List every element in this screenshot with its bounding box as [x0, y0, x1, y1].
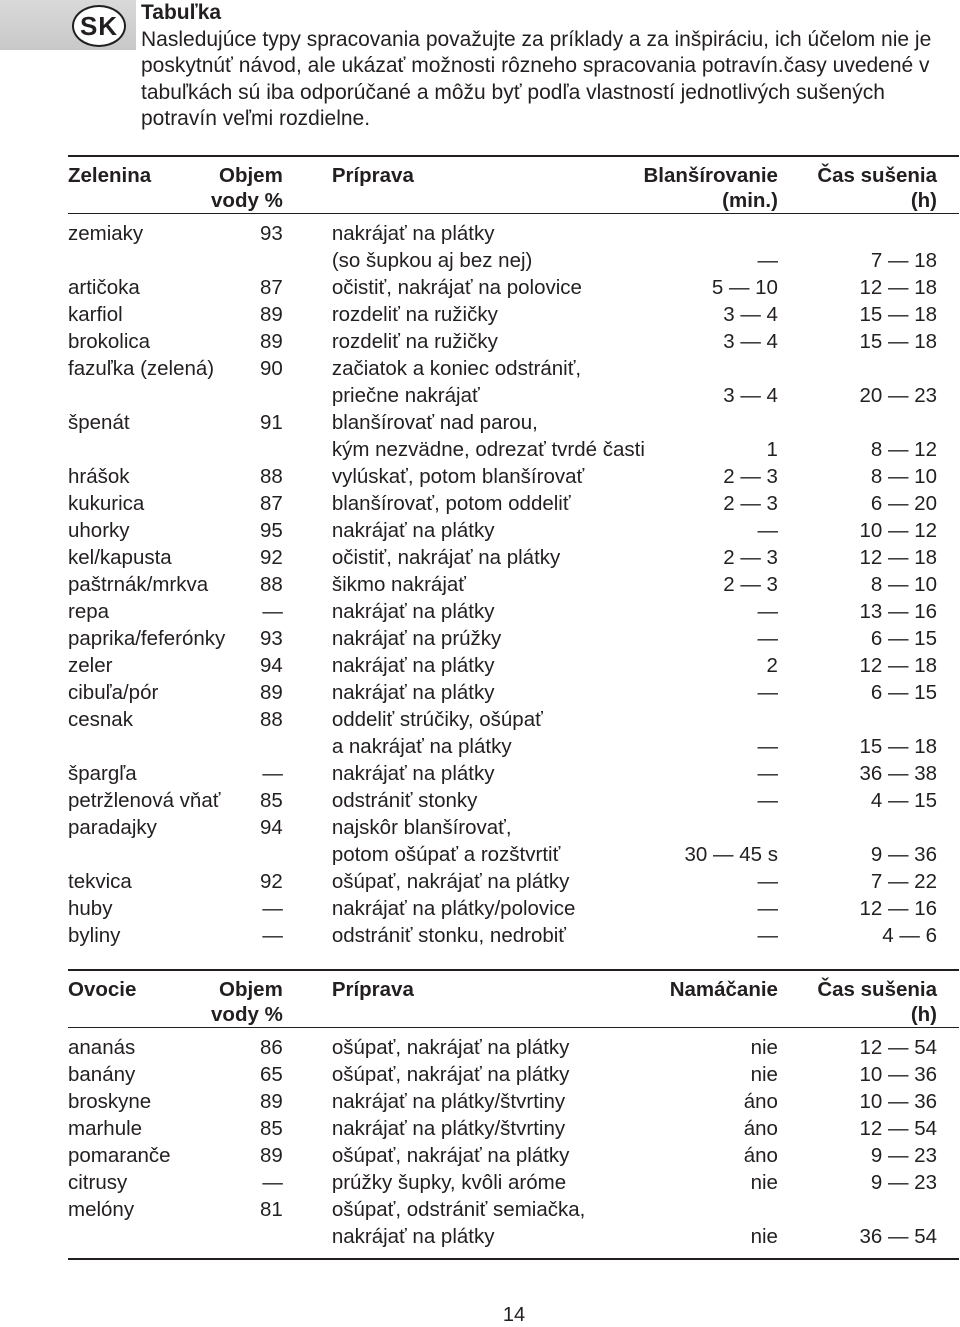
- item-name: artičoka: [68, 276, 140, 299]
- water-content: 89: [260, 1090, 283, 1113]
- preparation: [283, 301, 621, 328]
- header-fruit: Ovocie: [68, 970, 195, 1028]
- item-name: kel/kapusta: [68, 546, 172, 569]
- preparation: [283, 1196, 621, 1258]
- preparation-line: ošúpať, nakrájať na plátky: [331, 870, 570, 893]
- blanching-time: 3 — 4: [723, 303, 778, 326]
- preparation: [283, 787, 621, 814]
- preparation: [283, 463, 621, 490]
- preparation: [283, 868, 621, 895]
- preparation-line: priečne nakrájať: [331, 384, 480, 407]
- water-content: 87: [260, 276, 283, 299]
- water-content: 81: [260, 1198, 283, 1221]
- preparation-line: odstrániť stonku, nedrobiť: [331, 924, 566, 947]
- preparation-line: nakrájať na plátky: [331, 762, 495, 785]
- item-name: špenát: [68, 411, 130, 434]
- header-preparation: Príprava: [283, 156, 621, 214]
- drying-time: 9 — 23: [870, 1144, 937, 1167]
- preparation-line: prúžky šupky, kvôli aróme: [331, 1171, 567, 1194]
- water-content: 88: [260, 708, 283, 731]
- preparation: [283, 895, 621, 922]
- preparation: [283, 214, 621, 275]
- vegetable-row: [68, 787, 959, 814]
- drying-time: 15 — 18: [859, 330, 937, 353]
- header-soaking: Namáčanie: [620, 970, 780, 1028]
- preparation-line: najskôr blanšírovať,: [331, 816, 512, 839]
- preparation-line: začiatok a koniec odstrániť,: [331, 357, 582, 380]
- fruit-row: [68, 1196, 959, 1258]
- preparation: [283, 1142, 621, 1169]
- drying-time: 13 — 16: [859, 600, 937, 623]
- drying-time: 20 — 23: [859, 384, 937, 407]
- water-content: 92: [260, 870, 283, 893]
- drying-time: 4 — 6: [882, 924, 937, 947]
- fruit-row: [68, 1115, 959, 1142]
- drying-time: 12 — 18: [859, 546, 937, 569]
- vegetable-row: [68, 706, 959, 760]
- preparation: [283, 571, 621, 598]
- blanching-time: 30 — 45 s: [684, 843, 778, 866]
- item-name: petržlenová vňať: [68, 789, 221, 812]
- preparation: [283, 922, 621, 957]
- vegetable-row: [68, 544, 959, 571]
- preparation: [283, 814, 621, 868]
- language-badge: SK: [72, 5, 126, 47]
- preparation-line: blanšírovať nad parou,: [331, 411, 538, 434]
- item-name: broskyne: [68, 1090, 152, 1113]
- preparation-line: nakrájať na plátky: [331, 654, 495, 677]
- water-content: —: [262, 1171, 283, 1194]
- blanching-time: 2 — 3: [723, 573, 778, 596]
- item-name: huby: [68, 897, 113, 920]
- item-name: paradajky: [68, 816, 157, 839]
- soaking: áno: [743, 1144, 778, 1167]
- preparation: [283, 355, 621, 409]
- drying-time: 10 — 12: [859, 519, 937, 542]
- drying-time: 4 — 15: [870, 789, 937, 812]
- fruit-row: [68, 1088, 959, 1115]
- blanching-time: —: [757, 681, 778, 704]
- section-title: Tabuľka: [141, 1, 222, 24]
- vegetable-row: [68, 463, 959, 490]
- fruit-row: [68, 1028, 959, 1062]
- vegetable-table: [68, 155, 959, 957]
- water-content: 89: [260, 303, 283, 326]
- vegetable-row: [68, 214, 959, 275]
- water-content: —: [262, 600, 283, 623]
- item-name: repa: [68, 600, 110, 623]
- preparation-line: kým nezvädne, odrezať tvrdé časti: [331, 438, 645, 461]
- vegetable-row: [68, 868, 959, 895]
- vegetable-row: [68, 625, 959, 652]
- water-content: 94: [260, 654, 283, 677]
- drying-time: 7 — 22: [870, 870, 937, 893]
- preparation: [283, 1169, 621, 1196]
- item-name: ananás: [68, 1036, 136, 1059]
- header-water: Objem vody %: [195, 970, 283, 1028]
- preparation-line: rozdeliť na ružičky: [331, 330, 498, 353]
- preparation: [283, 1115, 621, 1142]
- water-content: —: [262, 924, 283, 947]
- water-content: 87: [260, 492, 283, 515]
- drying-time: 12 — 54: [859, 1117, 937, 1140]
- header-blanching: Blanšírovanie (min.): [620, 156, 780, 214]
- item-name: citrusy: [68, 1171, 128, 1194]
- water-content: 95: [260, 519, 283, 542]
- drying-time: 6 — 15: [870, 681, 937, 704]
- blanching-time: —: [757, 789, 778, 812]
- blanching-time: 2 — 3: [723, 546, 778, 569]
- item-name: banány: [68, 1063, 136, 1086]
- drying-time: 9 — 23: [870, 1171, 937, 1194]
- preparation-line: rozdeliť na ružičky: [331, 303, 498, 326]
- item-name: cesnak: [68, 708, 133, 731]
- vegetable-row: [68, 355, 959, 409]
- preparation-line: nakrájať na prúžky: [331, 627, 502, 650]
- water-content: 90: [260, 357, 283, 380]
- preparation-line: vylúskať, potom blanšírovať: [331, 465, 585, 488]
- drying-time: 6 — 15: [870, 627, 937, 650]
- intro-block: [141, 0, 953, 133]
- vegetable-row: [68, 490, 959, 517]
- item-name: kukurica: [68, 492, 145, 515]
- item-name: karfiol: [68, 303, 123, 326]
- preparation-line: nakrájať na plátky/štvrtiny: [331, 1090, 566, 1113]
- preparation: [283, 1088, 621, 1115]
- preparation-line: odstrániť stonky: [331, 789, 478, 812]
- soaking: nie: [750, 1063, 778, 1086]
- item-name: brokolica: [68, 330, 151, 353]
- blanching-time: —: [757, 924, 778, 947]
- preparation-line: potom ošúpať a rozštvrtiť: [331, 843, 561, 866]
- drying-time: 9 — 36: [870, 843, 937, 866]
- preparation: [283, 760, 621, 787]
- preparation-line: ošúpať, nakrájať na plátky: [331, 1036, 570, 1059]
- soaking: nie: [750, 1225, 778, 1248]
- drying-time: 7 — 18: [870, 249, 937, 272]
- preparation-line: ošúpať, odstrániť semiačka,: [331, 1198, 586, 1221]
- item-name: fazuľka (zelená): [68, 357, 215, 380]
- drying-time: 12 — 54: [859, 1036, 937, 1059]
- preparation-line: šikmo nakrájať: [331, 573, 466, 596]
- water-content: 94: [260, 816, 283, 839]
- drying-time: 8 — 10: [870, 573, 937, 596]
- preparation-line: nakrájať na plátky/štvrtiny: [331, 1117, 566, 1140]
- item-name: paštrnák/mrkva: [68, 573, 209, 596]
- preparation: [283, 652, 621, 679]
- soaking: nie: [750, 1171, 778, 1194]
- item-name: marhule: [68, 1117, 143, 1140]
- preparation: [283, 598, 621, 625]
- fruit-row: [68, 1142, 959, 1169]
- drying-time: 8 — 10: [870, 465, 937, 488]
- blanching-time: 2 — 3: [723, 492, 778, 515]
- header-vegetable: Zelenina: [68, 156, 195, 214]
- blanching-time: 5 — 10: [711, 276, 778, 299]
- preparation: [283, 328, 621, 355]
- item-name: zemiaky: [68, 222, 144, 245]
- fruit-row: [68, 1061, 959, 1088]
- preparation-line: nakrájať na plátky: [331, 600, 495, 623]
- preparation-line: nakrájať na plátky: [331, 1225, 495, 1248]
- water-content: —: [262, 897, 283, 920]
- item-name: paprika/feferónky: [68, 627, 226, 650]
- preparation: [283, 1061, 621, 1088]
- water-content: 86: [260, 1036, 283, 1059]
- item-name: pomaranče: [68, 1144, 171, 1167]
- vegetable-row: [68, 328, 959, 355]
- drying-time: 6 — 20: [870, 492, 937, 515]
- preparation: [283, 517, 621, 544]
- preparation: [283, 544, 621, 571]
- blanching-time: —: [757, 762, 778, 785]
- vegetable-row: [68, 895, 959, 922]
- preparation: [283, 274, 621, 301]
- blanching-time: —: [757, 735, 778, 758]
- preparation: [283, 625, 621, 652]
- header-preparation: Príprava: [283, 970, 621, 1028]
- item-name: cibuľa/pór: [68, 681, 159, 704]
- water-content: 93: [260, 627, 283, 650]
- blanching-time: —: [757, 249, 778, 272]
- fruit-row: [68, 1169, 959, 1196]
- preparation: [283, 490, 621, 517]
- blanching-time: —: [757, 897, 778, 920]
- item-name: melóny: [68, 1198, 135, 1221]
- preparation: [283, 409, 645, 463]
- drying-time: 8 — 12: [870, 438, 937, 461]
- header-drying-time: Čas sušenia (h): [780, 970, 959, 1028]
- item-name: byliny: [68, 924, 121, 947]
- water-content: 92: [260, 546, 283, 569]
- drying-time: 12 — 16: [859, 897, 937, 920]
- blanching-time: 1: [766, 438, 778, 461]
- vegetable-row: [68, 760, 959, 787]
- soaking: nie: [750, 1036, 778, 1059]
- soaking: áno: [743, 1117, 778, 1140]
- preparation: [283, 679, 621, 706]
- preparation: [283, 1028, 621, 1062]
- water-content: 93: [260, 222, 283, 245]
- item-name: uhorky: [68, 519, 130, 542]
- blanching-time: —: [757, 519, 778, 542]
- drying-time: 15 — 18: [859, 735, 937, 758]
- preparation-line: oddeliť strúčiky, ošúpať: [331, 708, 543, 731]
- drying-time: 10 — 36: [859, 1063, 937, 1086]
- preparation-line: (so šupkou aj bez nej): [331, 249, 533, 272]
- drying-time: 10 — 36: [859, 1090, 937, 1113]
- intro-text: Nasledujúce typy spracovania považujte za príklady a za inšpiráciu, ich účelom nie je poskytnúť návod, ale ukázať možnosti rôzneho spracovania potravín.časy uvedené v tabuľkách sú iba odporúčané a môžu byť podľa vlastností jednotlivých sušených potravín veľmi rozdielne.: [141, 27, 932, 130]
- water-content: 65: [260, 1063, 283, 1086]
- preparation-line: očistiť, nakrájať na plátky: [331, 546, 561, 569]
- drying-time: 12 — 18: [859, 654, 937, 677]
- preparation-line: blanšírovať, potom oddeliť: [331, 492, 571, 515]
- header-water: Objem vody %: [195, 156, 283, 214]
- blanching-time: 3 — 4: [723, 384, 778, 407]
- fruit-table-header: [68, 970, 959, 1028]
- vegetable-row: [68, 517, 959, 544]
- vegetable-row: [68, 922, 959, 957]
- blanching-time: 2: [766, 654, 778, 677]
- preparation-line: a nakrájať na plátky: [331, 735, 512, 758]
- blanching-time: 3 — 4: [723, 330, 778, 353]
- blanching-time: —: [757, 870, 778, 893]
- vegetable-row: [68, 814, 959, 868]
- vegetable-table-header: [68, 156, 959, 214]
- drying-time: 36 — 38: [859, 762, 937, 785]
- water-content: 91: [260, 411, 283, 434]
- water-content: —: [262, 762, 283, 785]
- table-end-rule: [68, 1258, 959, 1260]
- water-content: 89: [260, 1144, 283, 1167]
- preparation-line: ošúpať, nakrájať na plátky: [331, 1063, 570, 1086]
- drying-time: 15 — 18: [859, 303, 937, 326]
- blanching-time: —: [757, 600, 778, 623]
- vegetable-row: [68, 409, 959, 463]
- water-content: 89: [260, 681, 283, 704]
- water-content: 88: [260, 465, 283, 488]
- item-name: tekvica: [68, 870, 132, 893]
- soaking: áno: [743, 1090, 778, 1113]
- preparation-line: ošúpať, nakrájať na plátky: [331, 1144, 570, 1167]
- preparation-line: nakrájať na plátky: [331, 519, 495, 542]
- vegetable-row: [68, 274, 959, 301]
- blanching-time: —: [757, 627, 778, 650]
- water-content: 89: [260, 330, 283, 353]
- header-drying-time: Čas sušenia (h): [780, 156, 959, 214]
- fruit-table: [68, 969, 959, 1258]
- water-content: 85: [260, 1117, 283, 1140]
- preparation-line: nakrájať na plátky: [331, 681, 495, 704]
- water-content: 85: [260, 789, 283, 812]
- vegetable-row: [68, 301, 959, 328]
- blanching-time: 2 — 3: [723, 465, 778, 488]
- vegetable-row: [68, 571, 959, 598]
- page-number: 14: [502, 1304, 526, 1326]
- vegetable-row: [68, 679, 959, 706]
- preparation-line: nakrájať na plátky: [331, 222, 495, 245]
- item-name: hrášok: [68, 465, 130, 488]
- preparation-line: nakrájať na plátky/polovice: [331, 897, 576, 920]
- vegetable-row: [68, 598, 959, 625]
- drying-time: 12 — 18: [859, 276, 937, 299]
- item-name: zeler: [68, 654, 113, 677]
- vegetable-row: [68, 652, 959, 679]
- preparation-line: očistiť, nakrájať na polovice: [331, 276, 582, 299]
- drying-time: 36 — 54: [859, 1225, 937, 1248]
- preparation: [283, 706, 621, 760]
- water-content: 88: [260, 573, 283, 596]
- item-name: špargľa: [68, 762, 137, 785]
